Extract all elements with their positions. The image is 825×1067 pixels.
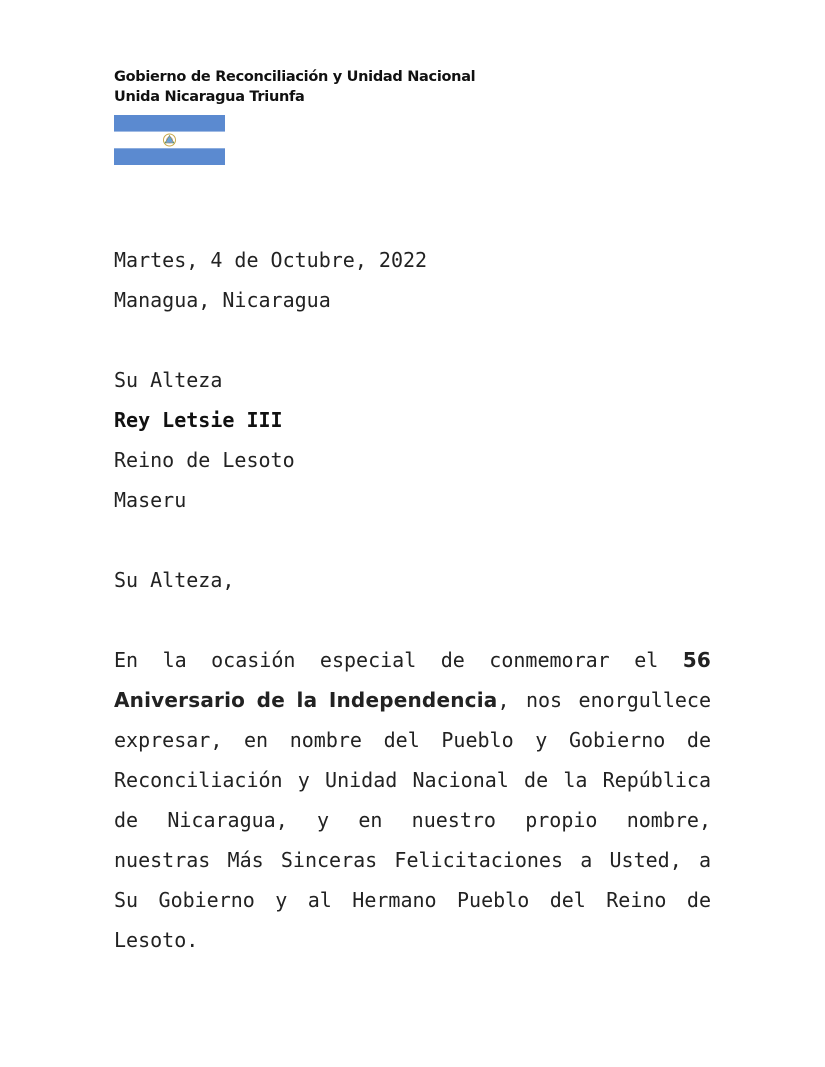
recipient-honorific: Su Alteza [114,368,223,392]
recipient-country: Reino de Lesoto [114,448,295,472]
header-line-government: Gobierno de Reconciliación y Unidad Nacional [114,69,476,85]
paragraph-anniversary: 56 Aniversario de la Independencia [114,648,711,712]
letter-paragraph [114,640,711,960]
paragraph-rest: , nos enorgullece expresar, en nombre del Pueblo y Gobierno de Reconciliación y Unidad Nacional de la República de Nicaragua, y en nuestro propio nombre, nuestras Más Sinceras Felicitaciones a Usted, a Su Gobierno y al Hermano Pueblo del Reino de Lesoto. [114,688,711,952]
header-line-slogan: Unida Nicaragua Triunfa [114,88,305,105]
letter-date: Martes, 4 de Octubre, 2022 [114,248,428,272]
letter-place: Managua, Nicaragua [114,288,331,312]
paragraph-intro: En la ocasión especial de conmemorar el [114,648,683,672]
salutation: Su Alteza, [114,568,235,592]
letter-body [114,240,711,960]
recipient-city: Maseru [114,488,187,512]
recipient-name: Rey Letsie III [114,408,283,432]
nicaragua-flag [114,115,225,165]
government-header [114,68,475,107]
